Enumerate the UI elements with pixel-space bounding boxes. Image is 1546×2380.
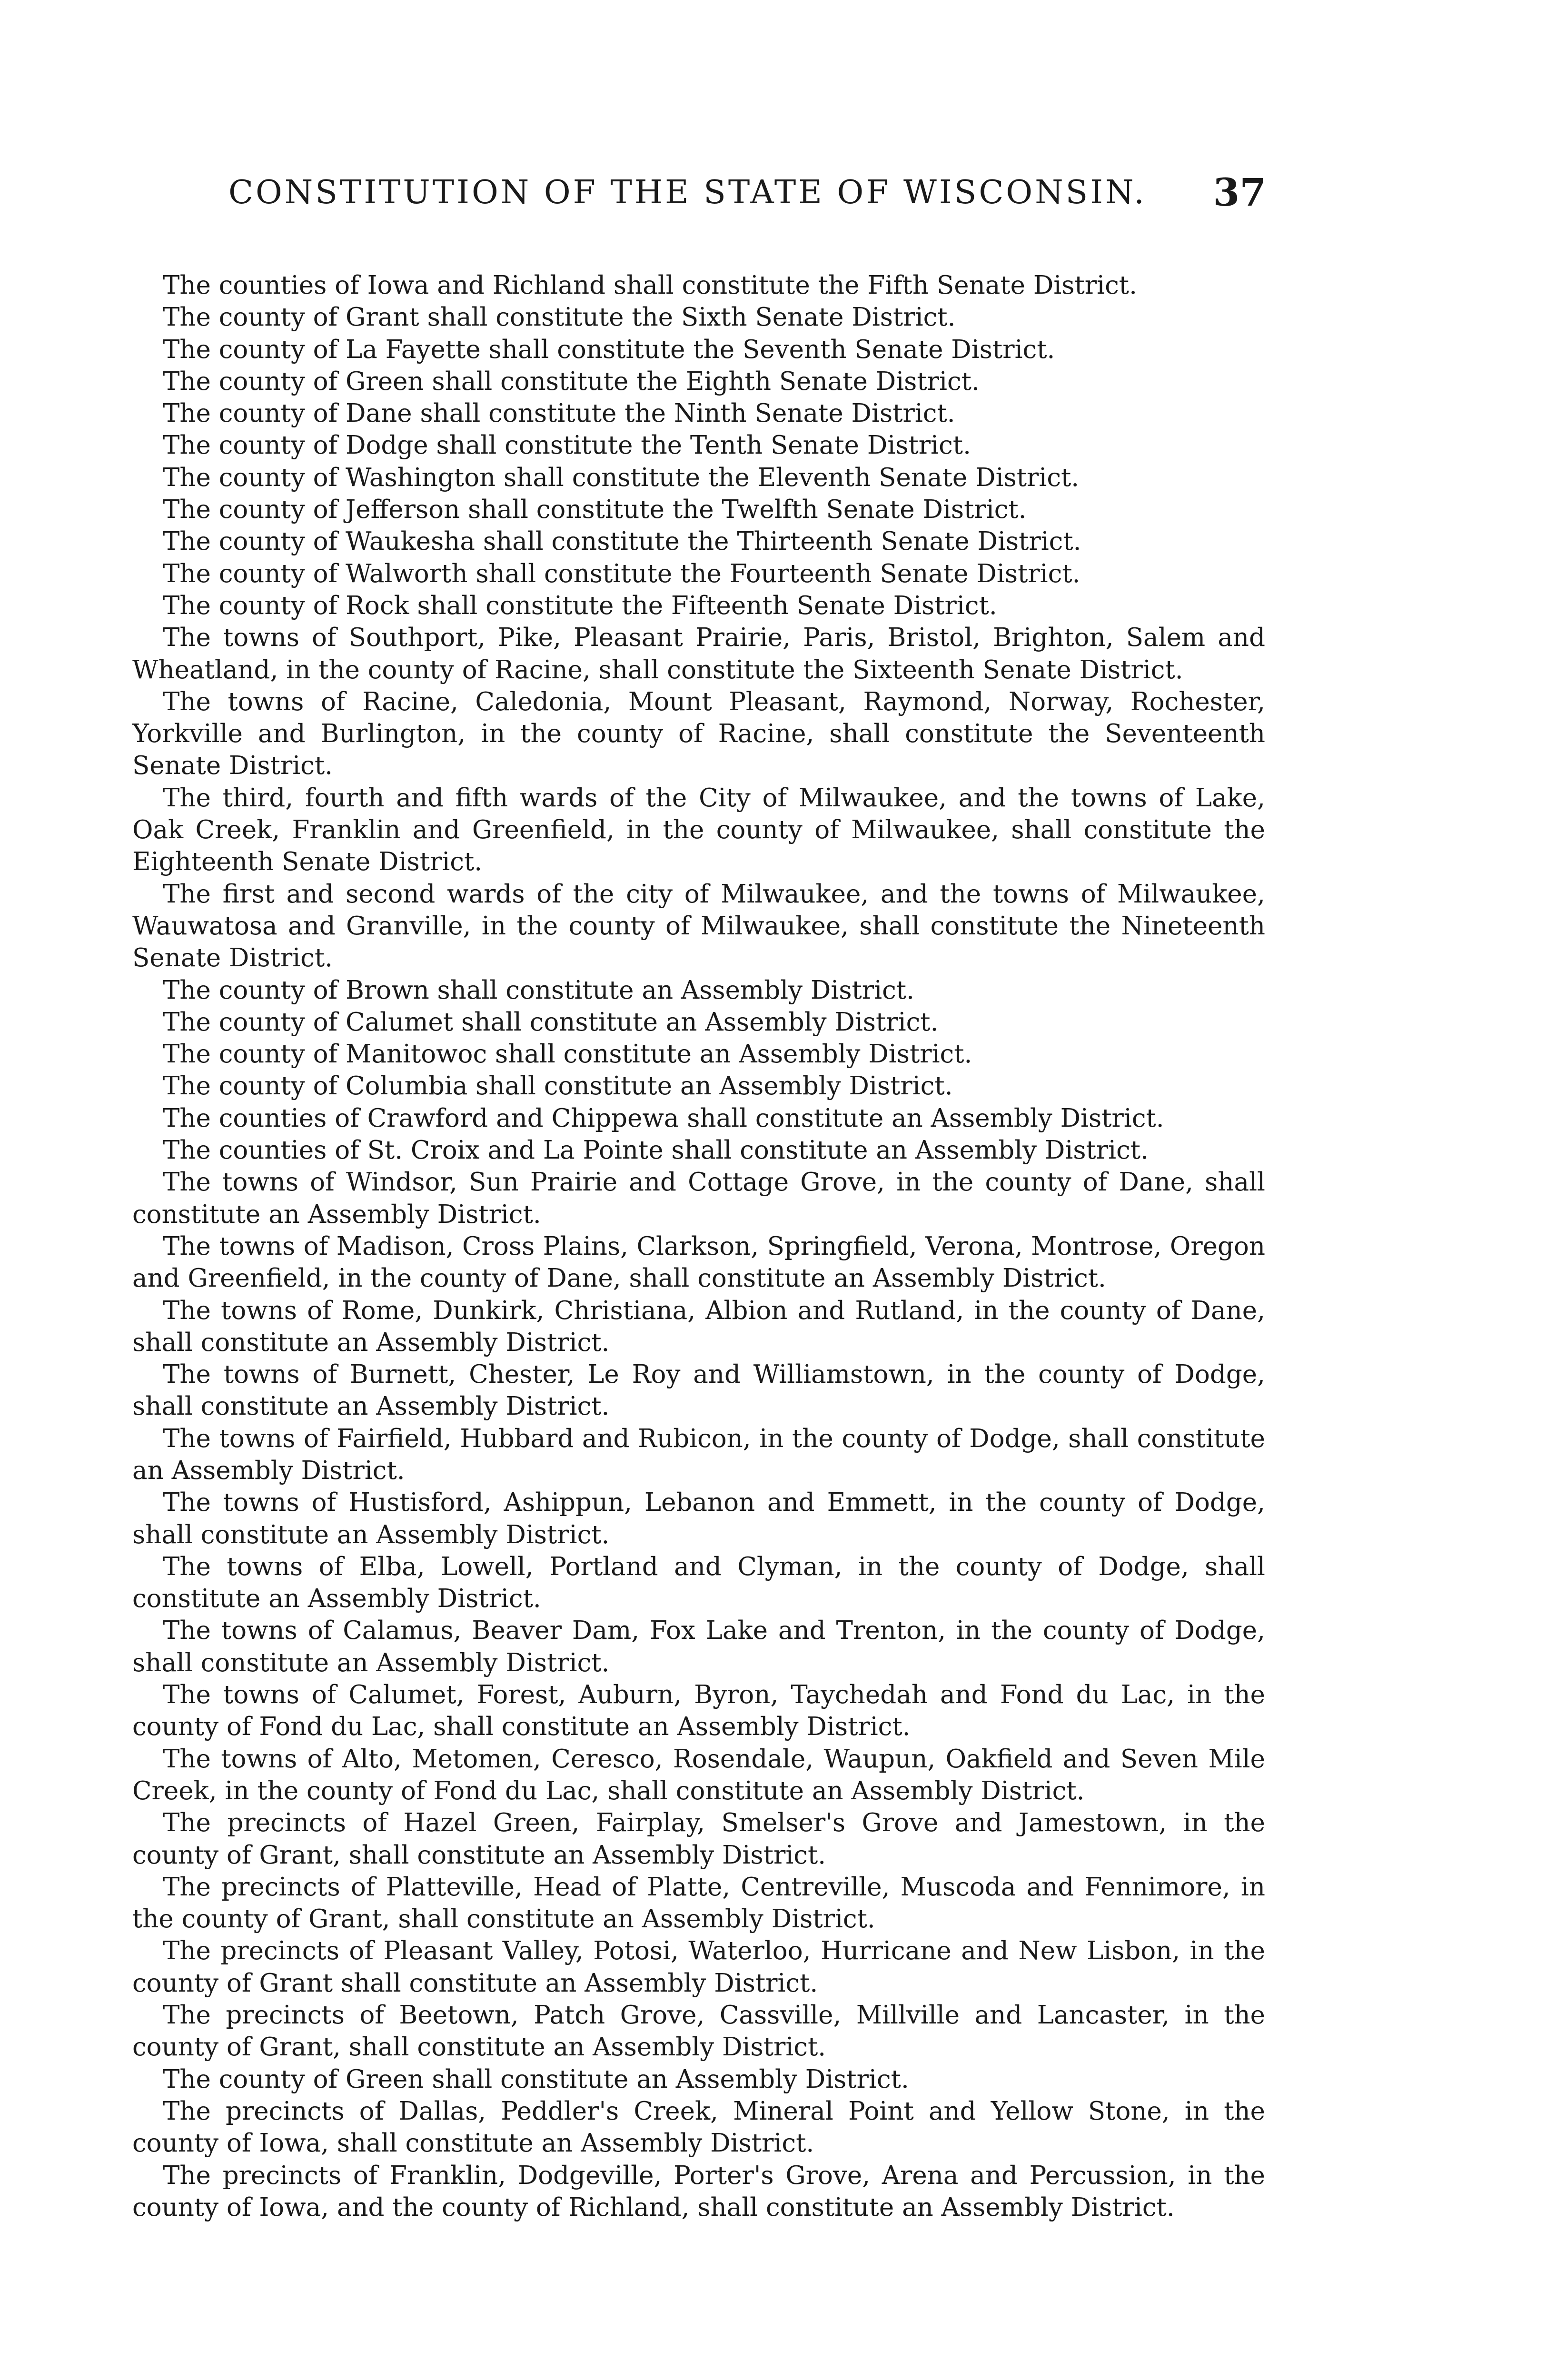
paragraph: The precincts of Dallas, Peddler's Creek, Mineral Point and Yellow Stone, in the county of Iowa, shall constitute an Assembly District. [132,2096,1265,2158]
page-header [228,170,1266,231]
paragraph: The counties of Crawford and Chippewa shall constitute an Assembly District. [163,1103,1164,1133]
paragraph: The county of Manitowoc shall constitute an Assembly District. [163,1040,972,1069]
paragraph: The precincts of Franklin, Dodgeville, Porter's Grove, Arena and Percussion, in the county of Iowa, and the county of Richland, shall constitute an Assembly District. [132,2161,1265,2222]
paragraph: The towns of Madison, Cross Plains, Clarkson, Springfield, Verona, Montrose, Oregon and Greenfield, in the county of Dane, shall constitute an Assembly District. [132,1231,1265,1293]
paragraph: The counties of St. Croix and La Pointe shall constitute an Assembly District. [163,1136,1149,1165]
paragraph: The precincts of Pleasant Valley, Potosi, Waterloo, Hurricane and New Lisbon, in the county of Grant shall constitute an Assembly District. [132,1936,1265,1998]
paragraph: The county of Washington shall constitute the Eleventh Senate District. [163,463,1080,492]
paragraph: The county of Brown shall constitute an Assembly District. [163,975,914,1005]
body-text [132,269,1265,2223]
paragraph: The county of Grant shall constitute the Sixth Senate District. [163,303,956,332]
paragraph: The county of Walworth shall constitute the Fourteenth Senate District. [163,559,1080,588]
paragraph: The towns of Racine, Caledonia, Mount Pleasant, Raymond, Norway, Rochester, Yorkville and Burlington, in the county of Racine, shall constitute the Seventeenth Senate District. [132,687,1265,781]
paragraph: The county of Dane shall constitute the Ninth Senate District. [163,399,955,428]
running-title: CONSTITUTION OF THE STATE OF WISCONSIN. [228,174,1147,211]
paragraph: The towns of Fairfield, Hubbard and Rubicon, in the county of Dodge, shall constitute an Assembly District. [132,1424,1265,1485]
paragraph: The towns of Elba, Lowell, Portland and Clyman, in the county of Dodge, shall constitute an Assembly District. [132,1552,1265,1614]
paragraph: The county of Jefferson shall constitute the Twelfth Senate District. [163,495,1027,525]
paragraph: The towns of Calamus, Beaver Dam, Fox Lake and Trenton, in the county of Dodge, shall constitute an Assembly District. [132,1616,1265,1677]
paragraph: The county of Columbia shall constitute an Assembly District. [163,1071,953,1101]
paragraph: The county of Green shall constitute an Assembly District. [163,2064,909,2094]
paragraph: The precincts of Hazel Green, Fairplay, Smelser's Grove and Jamestown, in the county of Grant, shall constitute an Assembly District. [132,1808,1265,1870]
paragraph: The towns of Hustisford, Ashippun, Lebanon and Emmett, in the county of Dodge, shall constitute an Assembly District. [132,1488,1265,1549]
paragraph: The county of La Fayette shall constitute the Seventh Senate District. [163,335,1055,364]
paragraph: The county of Rock shall constitute the Fifteenth Senate District. [163,591,997,620]
paragraph: The third, fourth and fifth wards of the City of Milwaukee, and the towns of Lake, Oak Creek, Franklin and Greenfield, in the county of Milwaukee, shall constitute the Eighteenth Senate District. [132,783,1265,877]
paragraph: The counties of Iowa and Richland shall constitute the Fifth Senate District. [163,271,1137,300]
paragraph: The towns of Windsor, Sun Prairie and Cottage Grove, in the county of Dane, shall constitute an Assembly District. [132,1168,1265,1229]
paragraph: The county of Green shall constitute the Eighth Senate District. [163,367,980,396]
paragraph: The first and second wards of the city of Milwaukee, and the towns of Milwaukee, Wauwatosa and Granville, in the county of Milwaukee, shall constitute the Nineteenth Senate District. [132,879,1265,973]
paragraph: The precincts of Platteville, Head of Platte, Centreville, Muscoda and Fennimore, in the county of Grant, shall constitute an Assembly District. [132,1872,1265,1934]
paragraph: The towns of Southport, Pike, Pleasant Prairie, Paris, Bristol, Brighton, Salem and Wheatland, in the county of Racine, shall constitute the Sixteenth Senate District. [132,623,1265,684]
paragraph: The towns of Burnett, Chester, Le Roy and Williamstown, in the county of Dodge, shall constitute an Assembly District. [132,1360,1265,1421]
paragraph: The county of Waukesha shall constitute the Thirteenth Senate District. [163,527,1081,556]
paragraph: The towns of Calumet, Forest, Auburn, Byron, Taychedah and Fond du Lac, in the county of Fond du Lac, shall constitute an Assembly District. [132,1680,1265,1742]
paragraph: The towns of Rome, Dunkirk, Christiana, Albion and Rutland, in the county of Dane, shall constitute an Assembly District. [132,1296,1265,1357]
paragraph: The towns of Alto, Metomen, Ceresco, Rosendale, Waupun, Oakfield and Seven Mile Creek, in the county of Fond du Lac, shall constitute an Assembly District. [132,1744,1265,1805]
paragraph: The county of Dodge shall constitute the Tenth Senate District. [163,431,971,460]
page-number: 37 [1213,170,1266,215]
paragraph: The precincts of Beetown, Patch Grove, Cassville, Millville and Lancaster, in the county of Grant, shall constitute an Assembly District. [132,2001,1265,2062]
paragraph: The county of Calumet shall constitute an Assembly District. [163,1007,939,1037]
